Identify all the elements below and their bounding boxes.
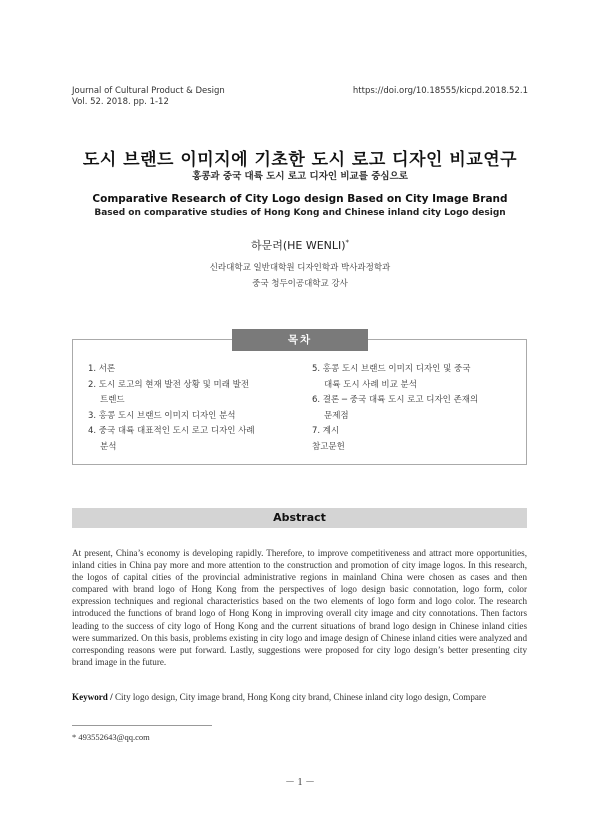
journal-info (72, 86, 225, 108)
toc-item[interactable]: 3. 홍콩 도시 브랜드 이미지 디자인 분석 (88, 410, 236, 421)
toc-item[interactable]: 트렌드 (100, 395, 125, 405)
paper-title-english: Comparative Research of City Logo design Based on City Image Brand (92, 193, 508, 205)
journal-name: Journal of Cultural Product & Design (72, 86, 225, 96)
toc-heading: 목차 (232, 329, 368, 351)
toc-item[interactable]: 분석 (100, 441, 117, 452)
keyword-text: City logo design, City image brand, Hong Kong city brand, Chinese inland city logo design, Compare (114, 692, 486, 702)
paper-subtitle-korean: 홍콩과 중국 대륙 도시 로고 디자인 비교를 중심으로 (192, 171, 408, 182)
toc-item[interactable]: 문제점 (324, 410, 349, 421)
toc-item[interactable]: 7. 계시 (312, 426, 340, 436)
toc-item[interactable]: 5. 홍콩 도시 브랜드 이미지 디자인 및 중국 (312, 364, 471, 374)
toc-item[interactable]: 대륙 도시 사례 비교 분석 (324, 379, 417, 390)
toc-item[interactable]: 2. 도시 로고의 현재 발전 상황 및 미래 발전 (88, 379, 250, 390)
toc-item[interactable]: 4. 중국 대륙 대표적인 도시 로고 디자인 사례 (88, 426, 255, 436)
abstract-body: At present, China’s economy is developing rapidly. Therefore, to improve competitiveness and attract more opportunities, inland cities in China pay more and more attention to the construction and promotion of city image logos. In this research, the logos of capital cities of the provincial administrative regions in mainland China were chosen as cases and then compared with brand logo of Hong Kong from the perspectives of logo design basic connotation, logo form, color expression techniques and regional characteristics based on the two elements of logo form and logo color. The research introduced the functions of brand logo of Hong Kong in improving overall city image and city connotations. Then factors leading to the success of city logo of Hong Kong and the current situations of brand logo design in Chinese inland cities were summarized. On this basis, problems existing in city logo and image design of Chinese inland cities were analyzed and corresponding reasons were put forward. Lastly, suggestions were proposed for city logo design’s better presenting city brand image in the future. (72, 548, 527, 667)
paper-subtitle-english: Based on comparative studies of Hong Kong and Chinese inland city Logo design (94, 208, 506, 218)
toc-right-column (312, 362, 512, 455)
toc-left-column (88, 362, 288, 455)
toc-item[interactable]: 1. 서론 (88, 364, 116, 374)
page-number: － 1 － (285, 777, 315, 788)
keyword-line (72, 692, 542, 702)
keyword-label: Keyword / (72, 692, 113, 702)
doi-link[interactable]: https://doi.org/10.18555/kicpd.2018.52.1 (352, 86, 528, 96)
author-footnote-mark: * (345, 238, 350, 247)
abstract-heading: Abstract (72, 508, 527, 528)
journal-volume: Vol. 52. 2018. pp. 1-12 (72, 97, 169, 107)
footnote-rule (72, 725, 212, 726)
author-name (0, 237, 600, 253)
author-name-text: 하문려(HE WENLI) (250, 239, 346, 252)
toc-item[interactable]: 참고문헌 (312, 441, 345, 452)
toc-item[interactable]: 6. 결론 ─ 중국 대륙 도시 로고 디자인 존재의 (312, 395, 479, 405)
author-affiliation-2: 중국 청두이공대학교 강사 (252, 279, 348, 289)
footnote-email: * 493552643@qq.com (72, 732, 150, 742)
paper-title-korean: 도시 브랜드 이미지에 기초한 도시 로고 디자인 비교연구 (82, 150, 518, 170)
author-affiliation-1: 신라대학교 일반대학원 디자인학과 박사과정학과 (209, 263, 391, 273)
